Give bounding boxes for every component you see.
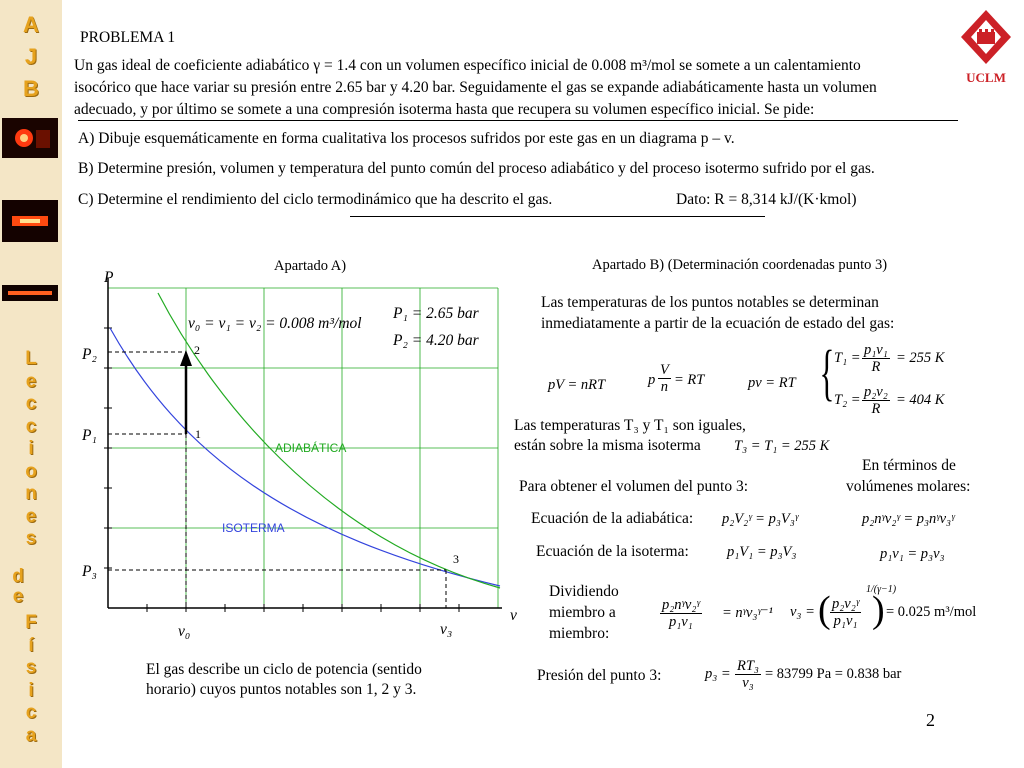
sidebar-letter-lecciones-6: n <box>25 483 37 504</box>
lab-photo-3 <box>2 285 58 301</box>
part-b-title: Apartado B) (Determinación coordenadas punto 3) <box>592 257 888 273</box>
question-a: A) Dibuje esquemáticamente en forma cualitativa los procesos sufridos por este gas en un diagrama p – v. <box>78 130 735 147</box>
dividing-line-2: miembro a <box>549 604 616 621</box>
p3-label-text: Presión del punto 3: <box>537 667 662 684</box>
reference-lines <box>108 352 446 608</box>
part-a-title: Apartado A) <box>274 258 347 274</box>
isotherm-eq-molar: p₁v₁ = p₃v₃ <box>880 546 945 562</box>
adiabatic-eq: p₂V₂ᵞ = p₃V₃ᵞ <box>722 511 799 527</box>
axis-v-label: v <box>510 607 517 624</box>
lab-photo-1 <box>2 118 58 158</box>
header-divider <box>78 120 958 121</box>
sidebar-letter-ajb-1: J <box>24 44 38 69</box>
volumes-equation: v₀ = v₁ = v₂ = 0.008 m³/mol <box>188 315 362 332</box>
adiabatic-label: ADIABÁTICA <box>275 441 347 455</box>
axis-p-label: P <box>104 269 114 286</box>
sidebar-letter-fisica-5: a <box>25 724 37 746</box>
sidebar-letter-lecciones-8: s <box>25 528 37 549</box>
sidebar-letter-lecciones-7: e <box>25 505 37 527</box>
page-number: 2 <box>926 710 935 730</box>
isotherm-label: ISOTERMA <box>222 521 285 535</box>
part-b-intro-1: Las temperaturas de los puntos notables se determinan <box>541 294 879 311</box>
questions-divider <box>350 216 765 217</box>
sidebar-letter-lecciones-0: L <box>25 348 37 369</box>
statement-line-3: adecuado, y por último se somete a una compresión isoterma hasta que recupera su volumen específico inicial. Se pide: <box>74 101 815 118</box>
sidebar-letter-de-0: d <box>12 566 24 587</box>
eq-pV-nRT: pV = nRT <box>548 377 606 393</box>
isotherm-curve <box>110 328 500 586</box>
p3-label: P₃ <box>82 563 97 580</box>
point-3-label: 3 <box>453 552 459 566</box>
sidebar-letter-de-1: e <box>12 586 24 607</box>
statement-line-1: Un gas ideal de coeficiente adiabático γ = 1.4 con un volumen específico inicial de 0.008 m³/mol se somete a un calentamiento <box>74 57 861 74</box>
point-1-label: 1 <box>195 427 201 441</box>
conclusion-line-2: horario) cuyos puntos notables son 1, 2 y 3. <box>146 681 417 698</box>
lab-photo-2 <box>2 200 58 242</box>
adiabatic-eq-molar: p₂nᵞv₂ᵞ = p₃nᵞv₃ᵞ <box>862 511 955 527</box>
part-b-intro-2: inmediatamente a partir de la ecuación de estado del gas: <box>541 315 895 332</box>
sidebar-letter-fisica-3: i <box>28 679 34 701</box>
conclusion-line-1: El gas describe un ciclo de potencia (sentido <box>146 661 422 678</box>
logo-text: UCLM <box>966 70 1006 85</box>
axis-ticks <box>104 328 459 612</box>
v0-label: v₀ <box>178 623 191 640</box>
p1-value: P₁ = 2.65 bar <box>393 305 479 322</box>
sidebar-letter-ajb-2: B <box>23 76 39 101</box>
dividing-line-1: Dividiendo <box>549 583 619 600</box>
sidebar-letter-ajb-0: A <box>23 12 39 37</box>
sidebar-letter-fisica-2: s <box>25 657 37 678</box>
dato: Dato: R = 8,314 kJ/(K·kmol) <box>676 191 857 208</box>
sidebar-letter-lecciones-2: c <box>25 393 37 414</box>
p2-label: P₂ <box>82 346 97 363</box>
sidebar-letter-lecciones-5: o <box>25 460 37 482</box>
sidebar-letter-lecciones-3: c <box>25 415 37 437</box>
sidebar-letter-fisica-0: F <box>25 612 37 633</box>
molar-note-2: volúmenes molares: <box>846 478 971 495</box>
isotherm-eq-label: Ecuación de la isoterma: <box>536 543 689 560</box>
sidebar-letter-lecciones-1: e <box>25 370 37 392</box>
same-temp-line-2: están sobre la misma isoterma <box>514 437 701 454</box>
statement-line-2: isocórico que hace variar su presión entre 2.65 bar y 4.20 bar. Seguidamente el gas se expande adiabáticamente hasta un volumen <box>74 79 877 96</box>
eq-pv-RT: pv = RT <box>748 375 796 391</box>
problem-title: PROBLEMA 1 <box>80 29 176 46</box>
uclm-logo <box>957 8 1015 86</box>
sidebar-letter-fisica-4: c <box>25 702 37 723</box>
question-b: B) Determine presión, volumen y temperatura del punto común del proceso adiabático y del proceso isotermo sufrido por el gas. <box>78 160 875 177</box>
adiabatic-eq-label: Ecuación de la adiabática: <box>531 510 694 527</box>
p1-label: P₁ <box>82 427 97 444</box>
question-c: C) Determine el rendimiento del ciclo termodinámico que ha descrito el gas. <box>78 191 553 208</box>
sidebar-letter-fisica-1: í <box>28 634 34 656</box>
point-2-label: 2 <box>194 343 200 357</box>
v3-label: v₃ <box>440 621 453 638</box>
brace: { <box>819 339 835 407</box>
molar-note-1: En términos de <box>862 457 956 474</box>
same-temp-line-1: Las temperaturas T₃ y T₁ son iguales, <box>514 417 746 434</box>
eq-T3: T₃ = T₁ = 255 K <box>734 438 830 454</box>
volume-intro: Para obtener el volumen del punto 3: <box>519 478 748 495</box>
dividing-line-3: miembro: <box>549 625 610 642</box>
p2-value: P₂ = 4.20 bar <box>393 332 479 349</box>
sidebar-letter-lecciones-4: i <box>28 438 34 459</box>
isotherm-eq: p₁V₁ = p₃V₃ <box>727 544 797 560</box>
